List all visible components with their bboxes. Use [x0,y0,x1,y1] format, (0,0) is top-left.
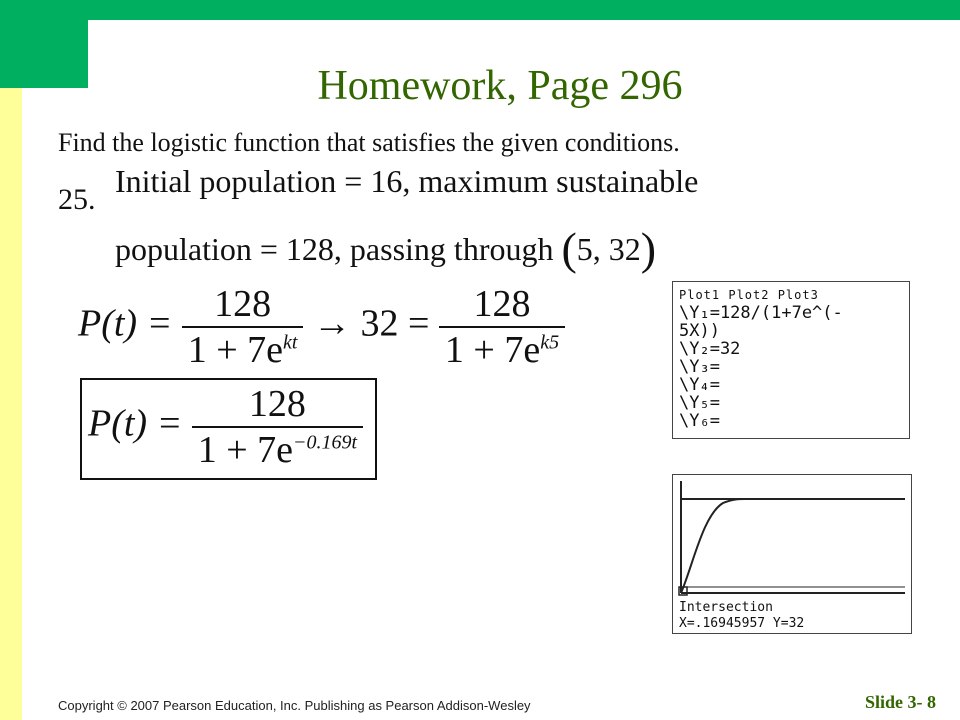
top-accent-bar [0,0,960,20]
slide-number: Slide 3- 8 [864,692,936,712]
calc-line: \Y₄= [679,375,720,395]
condition-line-2-text: population = 128, passing through [115,231,554,267]
problem-number: 25. [58,183,96,216]
problem-prompt: Find the logistic function that satisfies the given conditions. [58,128,680,157]
condition-point: 5, 32 [576,231,641,267]
eq1-lhs: P(t) = [78,302,173,345]
logistic-curve [681,499,745,593]
calc-plot-row: Plot1 Plot2 Plot3 [679,288,819,302]
graph-label: Intersection [679,600,773,615]
calc-line: \Y₆= [679,411,720,431]
eq2-lhs: P(t) = [88,402,183,445]
eq1-arrow: → 32 = [312,302,430,345]
graph-canvas [673,475,909,631]
copyright-footer: Copyright © 2007 Pearson Education, Inc. Publishing as Pearson Addison-Wesley [58,698,531,713]
calc-line: \Y₅= [679,393,720,413]
eq1-denominator: $1 + 7e^{kt}$ [182,326,304,372]
eq1-numerator: 128 [214,283,272,325]
calc-line: \Y₂=32 [679,339,741,359]
left-accent-strip [0,88,22,720]
condition-line-1: Initial population = 16, maximum sustainable [115,163,699,199]
calc-line: \Y₃= [679,357,720,377]
slide-title: Homework, Page 296 [317,63,683,109]
eq1-fraction [182,282,304,372]
eq1-numerator-2: 128 [473,283,531,325]
condition-line-2: population = 128, passing through (5, 32) [115,223,657,274]
eq2-denominator: $1 + 7e^{-0.169t}$ [192,426,363,472]
calc-line: 5X)) [679,321,720,341]
graph-readout: X=.16945957 Y=32 [679,616,805,631]
eq1-denominator-2: $1 + 7e^{k5}$ [439,326,565,372]
calculator-graph-screen [672,474,912,634]
eq1-fraction-2 [439,282,565,372]
calc-line: \Y₁=128/(1+7e^(- [679,303,843,323]
boxed-answer-equation [80,378,377,480]
equation-setup [78,282,565,372]
eq2-numerator: 128 [248,383,306,425]
eq2-fraction [192,382,363,472]
calculator-y-editor-screen [672,281,910,439]
